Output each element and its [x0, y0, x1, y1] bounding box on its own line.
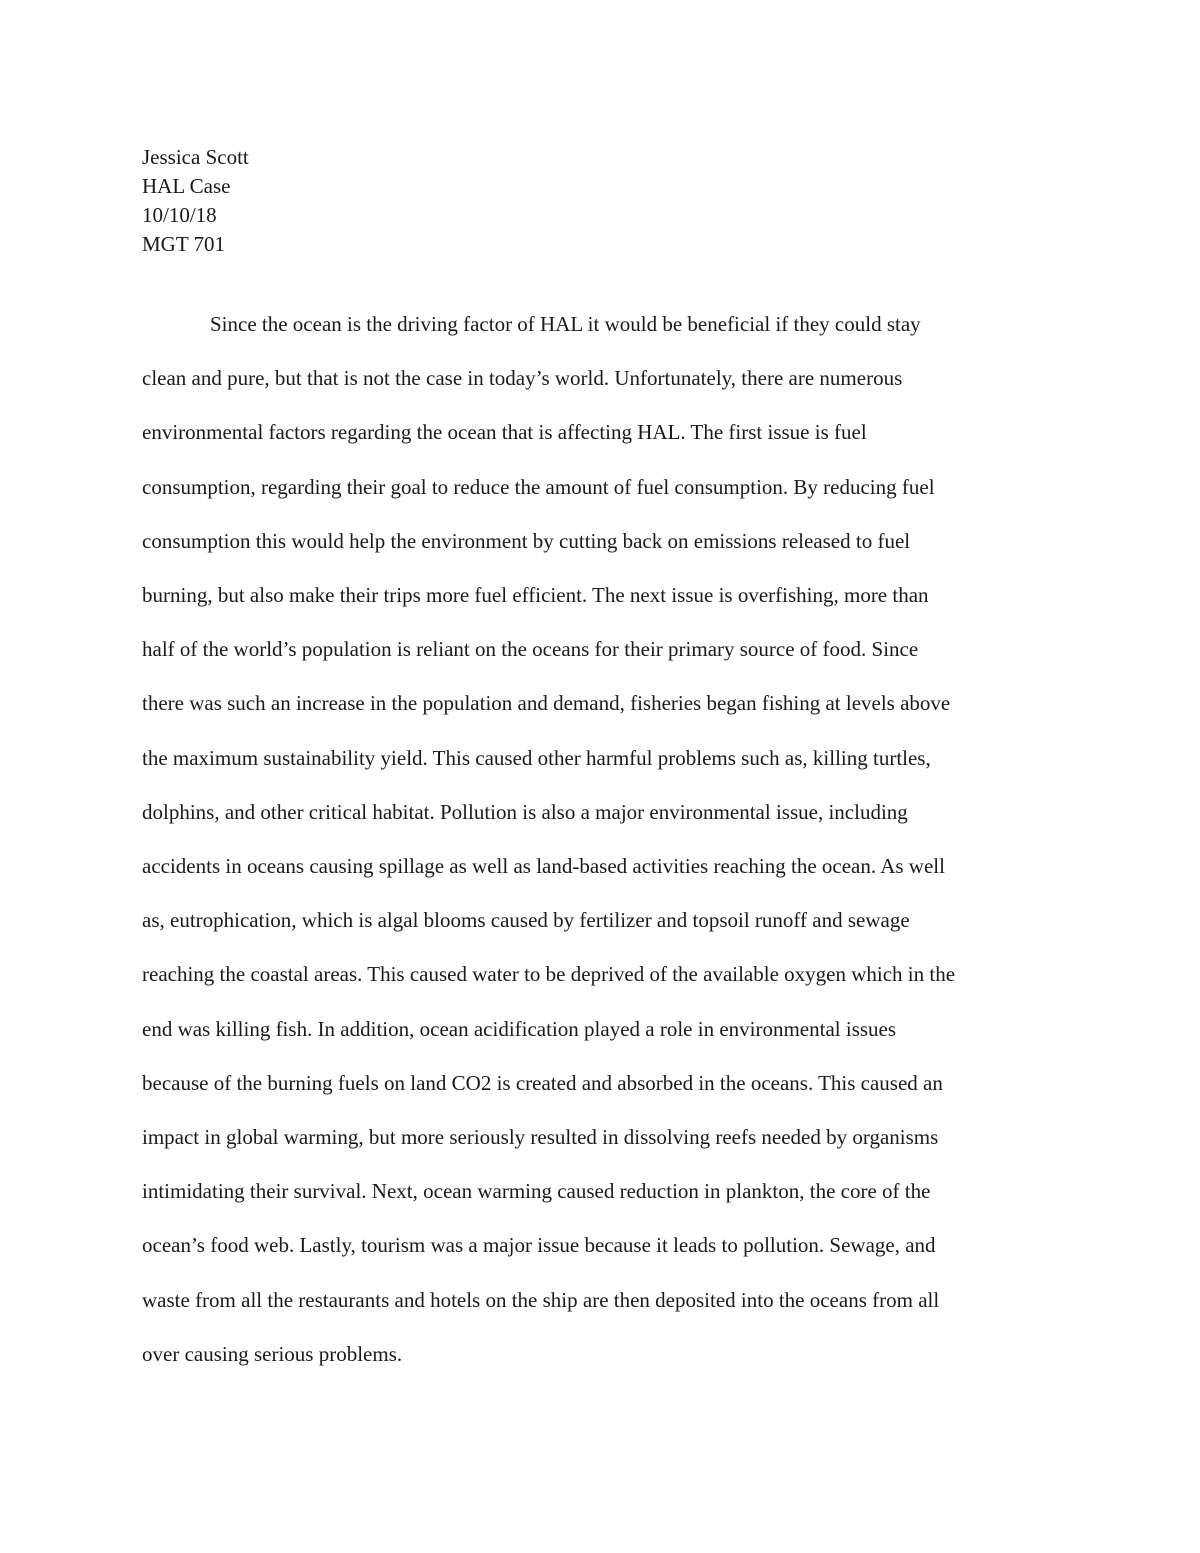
body-line: clean and pure, but that is not the case in today’s world. Unfortunately, there are numerous: [142, 366, 903, 391]
body-line: ocean’s food web. Lastly, tourism was a major issue because it leads to pollution. Sewage, and: [142, 1233, 936, 1258]
body-line: Since the ocean is the driving factor of HAL it would be beneficial if they could stay: [210, 312, 921, 336]
body-line: accidents in oceans causing spillage as well as land-based activities reaching the ocean. As well: [142, 854, 945, 879]
course-code: MGT 701: [142, 232, 226, 256]
body-line: waste from all the restaurants and hotels on the ship are then deposited into the oceans from all: [142, 1287, 940, 1312]
body-line: burning, but also make their trips more fuel efficient. The next issue is overfishing, more than: [142, 583, 929, 608]
body-line: because of the burning fuels on land CO2 is created and absorbed in the oceans. This caused an: [142, 1070, 943, 1095]
body-line: the maximum sustainability yield. This caused other harmful problems such as, killing turtles,: [142, 745, 931, 770]
body-line: half of the world’s population is reliant on the oceans for their primary source of food. Since: [142, 637, 919, 662]
body-line: environmental factors regarding the ocean that is affecting HAL. The first issue is fuel: [142, 420, 867, 445]
body-line: dolphins, and other critical habitat. Pollution is also a major environmental issue, including: [142, 799, 908, 824]
body-paragraph: [142, 297, 1062, 1381]
body-line: consumption this would help the environment by cutting back on emissions released to fuel: [142, 528, 911, 553]
author-name: Jessica Scott: [142, 145, 249, 169]
body-line: there was such an increase in the population and demand, fisheries began fishing at levels above: [142, 691, 951, 716]
body-line: reaching the coastal areas. This caused water to be deprived of the available oxygen which in the: [142, 962, 956, 987]
body-line: as, eutrophication, which is algal blooms caused by fertilizer and topsoil runoff and sewage: [142, 908, 910, 933]
body-line: over causing serious problems.: [142, 1341, 403, 1366]
header-block: [142, 143, 842, 259]
body-line: end was killing fish. In addition, ocean acidification played a role in environmental issues: [142, 1016, 897, 1041]
body-line: consumption, regarding their goal to reduce the amount of fuel consumption. By reducing fuel: [142, 474, 935, 499]
document-title: HAL Case: [142, 174, 231, 198]
body-line: intimidating their survival. Next, ocean warming caused reduction in plankton, the core of the: [142, 1179, 931, 1204]
body-line: impact in global warming, but more seriously resulted in dissolving reefs needed by organisms: [142, 1125, 939, 1150]
document-date: 10/10/18: [142, 203, 217, 227]
